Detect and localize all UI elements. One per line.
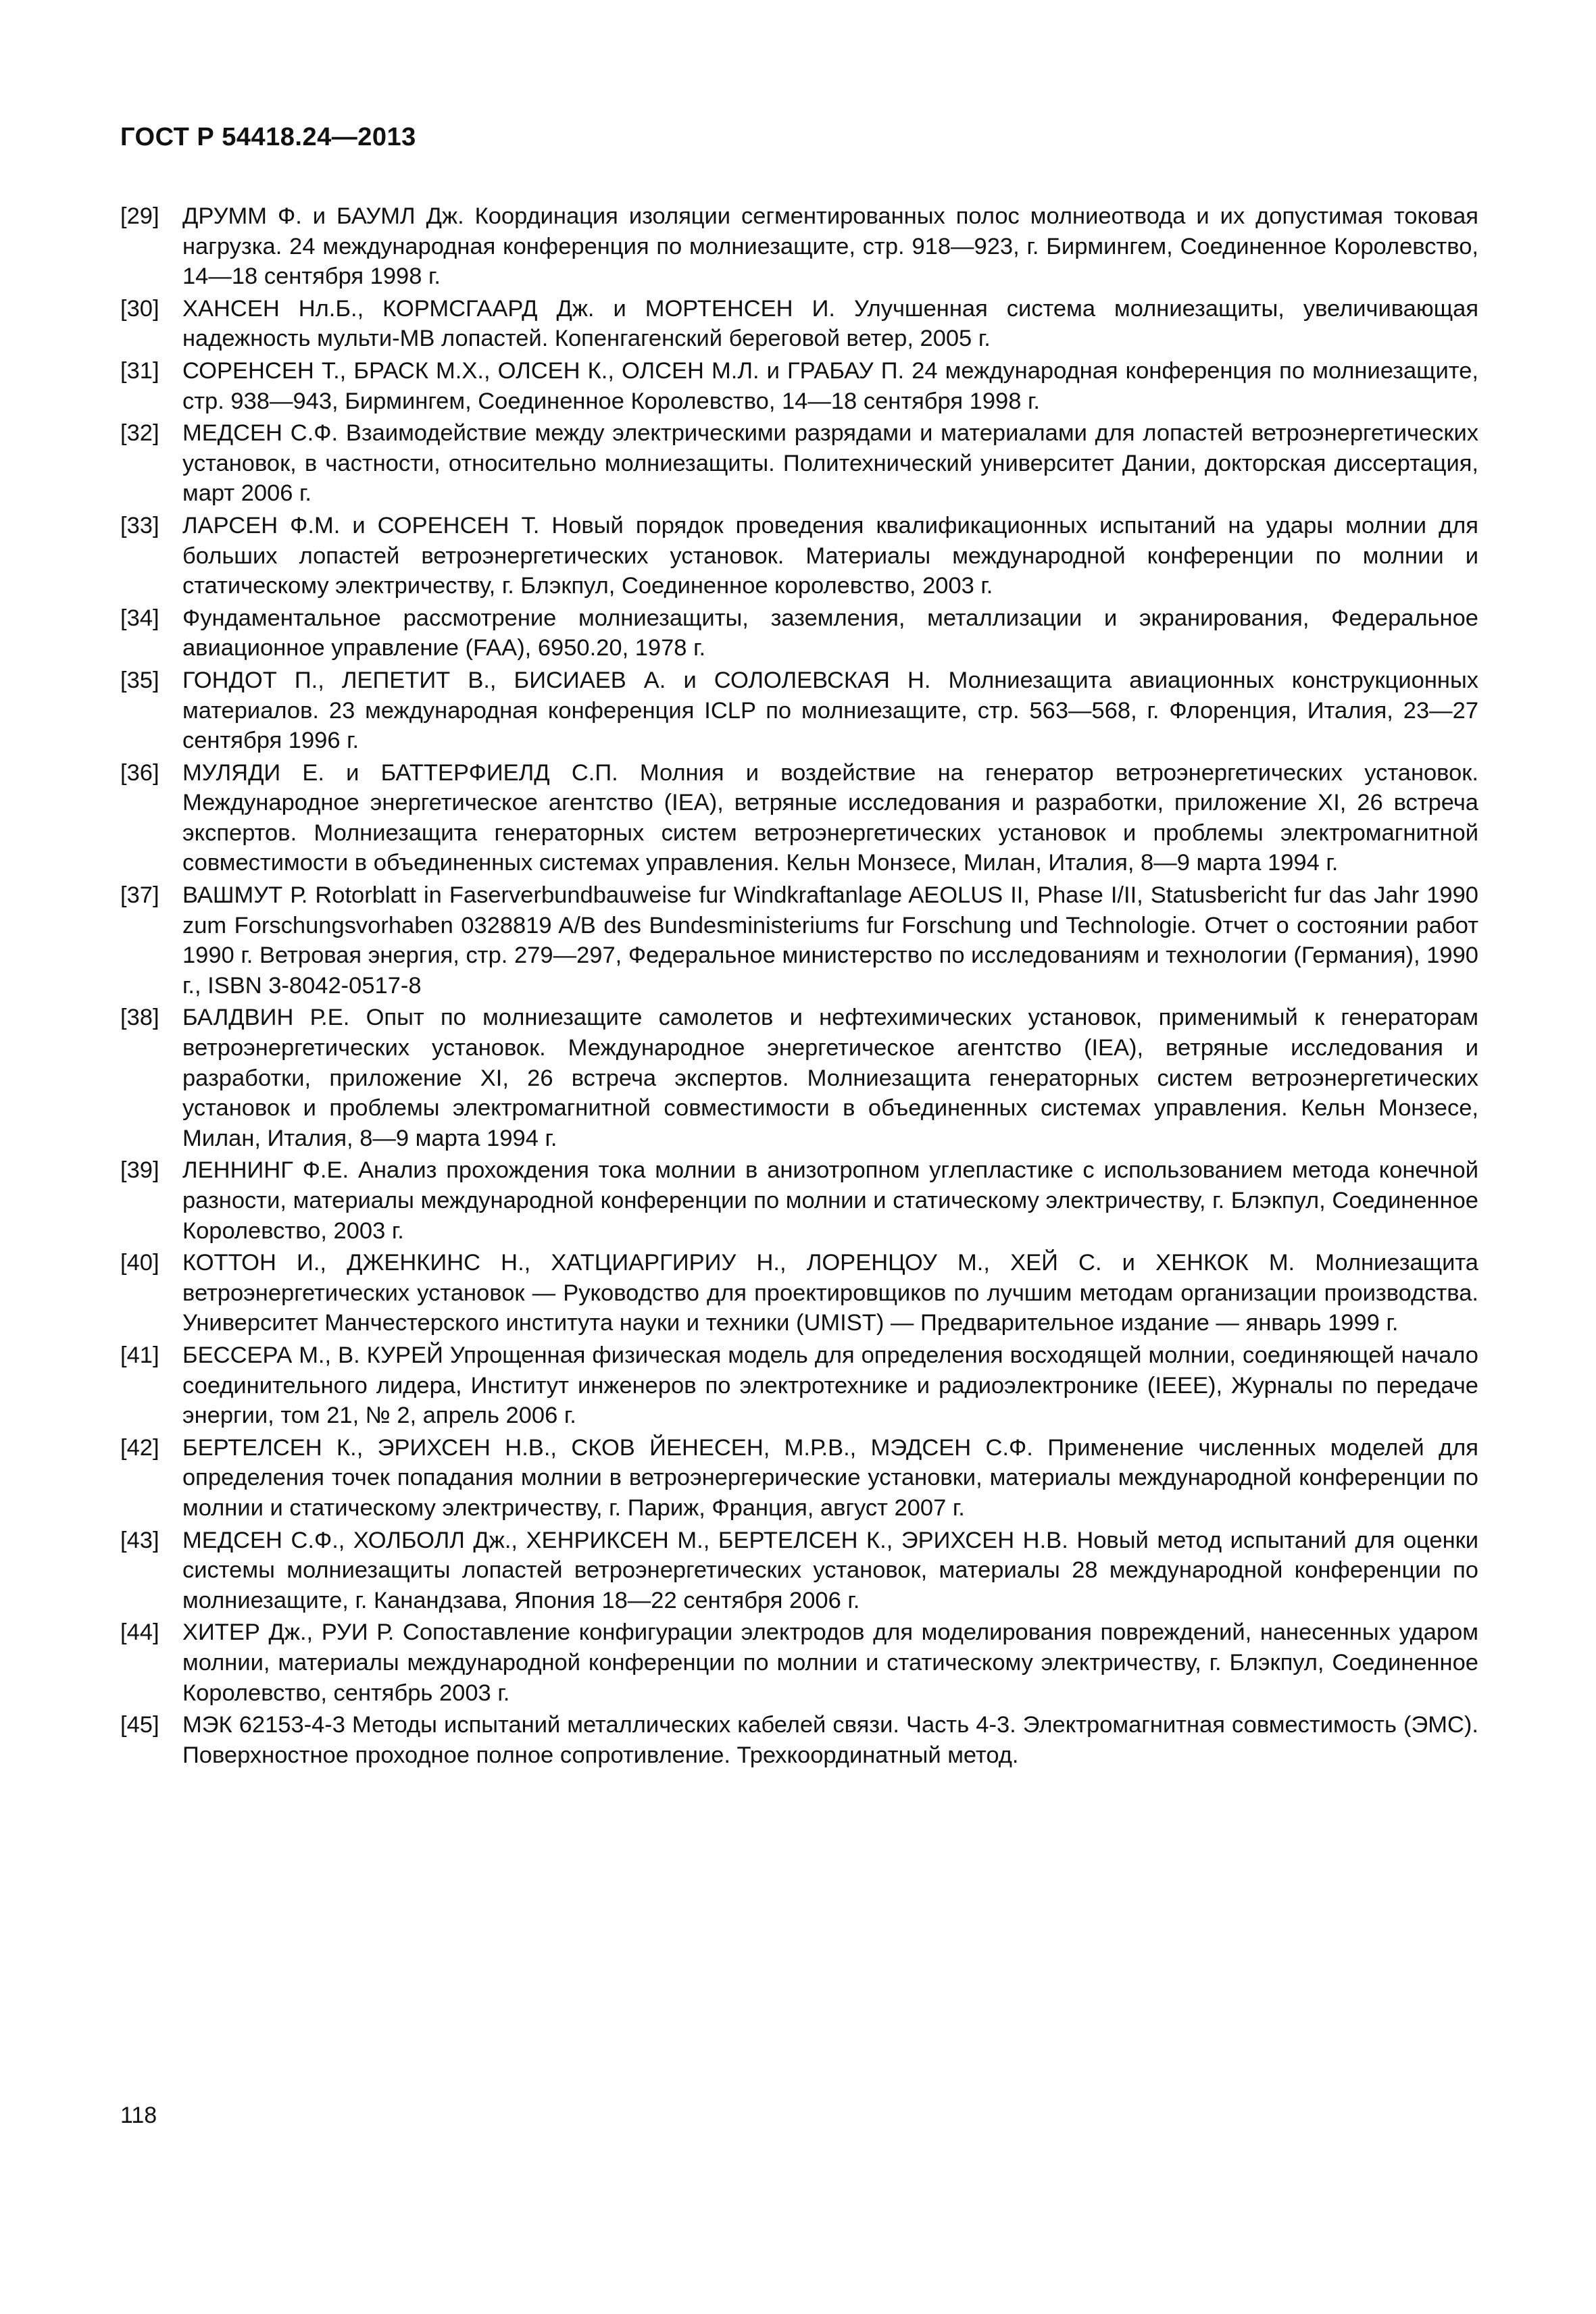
reference-number: [35] [120, 667, 159, 693]
reference-item [120, 758, 1478, 878]
reference-number: [36] [120, 759, 159, 786]
reference-text: КОТТОН И., ДЖЕНКИНС Н., ХАТЦИАРГИРИУ Н., ЛОРЕНЦОУ М., ХЕЙ С. и ХЕНКОК М. Молниезащита ветроэнергетических установок — Руководство для проектировщиков по лучшим методам организации производства. Университет Манчестерского института науки и техники (UMIST) — Предварительное издание — январь 1999 г. [182, 1250, 1478, 1336]
document-header: ГОСТ Р 54418.24—2013 [120, 123, 416, 151]
reference-text: БАЛДВИН Р.Е. Опыт по молниезащите самолетов и нефтехимических установок, применимый к генераторам ветроэнергетических установок. Международное энергетическое агентство (IEA), ветряные исследования и разработки, приложение XI, 26 встреча экспертов. Молниезащита генераторных систем ветроэнергетических установок и проблемы электромагнитной совместимости в объединенных системах управления. Кельн Монзесе, Милан, Италия, 8—9 марта 1994 г. [182, 1005, 1478, 1151]
reference-list [120, 201, 1478, 1772]
reference-number: [39] [120, 1157, 159, 1184]
reference-text: СОРЕНСЕН Т., БРАСК М.Х., ОЛСЕН К., ОЛСЕН М.Л. и ГРАБАУ П. 24 международная конференция по молниезащите, стр. 938—943, Бирмингем, Соединенное Королевство, 14—18 сентября 1998 г. [182, 357, 1478, 414]
reference-text: МЭК 62153-4-3 Методы испытаний металлических кабелей связи. Часть 4-3. Электромагнитная совместимость (ЭМС). Поверхностное проходное полное сопротивление. Трехкоординатный метод. [182, 1712, 1478, 1768]
reference-number: [43] [120, 1527, 159, 1553]
reference-text: БЕРТЕЛСЕН К., ЭРИХСЕН Н.В., СКОВ ЙЕНЕСЕН, М.Р.В., МЭДСЕН С.Ф. Применение численных моделей для определения точек попадания молнии в ветроэнергерические установки, материалы международной конференции по молнии и статическому электричеству, г. Париж, Франция, август 2007 г. [182, 1434, 1478, 1521]
reference-item [120, 511, 1478, 601]
reference-item [120, 201, 1478, 292]
page-number: 118 [120, 2103, 157, 2128]
reference-number: [38] [120, 1005, 159, 1031]
reference-text: ВАШМУТ Р. Rotorblatt in Faserverbundbauweise fur Windkraftanlage AEOLUS II, Phase I/II, Statusbericht fur das Jahr 1990 zum Forschungsvorhaben 0328819 A/B des Bundesministeriums fur Forschung und Technologie. Отчет о состоянии работ 1990 г. Ветровая энергия, стр. 279—297, Федеральное министерство по исследованиям и технологии (Германия), 1990 г., ISBN 3-8042-0517-8 [182, 882, 1478, 999]
reference-number: [29] [120, 203, 159, 229]
reference-item [120, 356, 1478, 416]
reference-text: МЕДСЕН С.Ф., ХОЛБОЛЛ Дж., ХЕНРИКСЕН М., БЕРТЕЛСЕН К., ЭРИХСЕН Н.В. Новый метод испытаний для оценки системы молниезащиты лопастей ветроэнергетических установок, материалы 28 международной конференции по молниезащите, г. Канандзава, Япония 18—22 сентября 2006 г. [182, 1527, 1478, 1613]
reference-text: БЕССЕРА М., В. КУРЕЙ Упрощенная физическая модель для определения восходящей молнии, соединяющей начало соединительного лидера, Институт инженеров по электротехнике и радиоэлектронике (IEEE), Журналы по передаче энергии, том 21, № 2, апрель 2006 г. [182, 1342, 1478, 1429]
reference-number: [45] [120, 1712, 159, 1738]
reference-text: ЛАРСЕН Ф.М. и СОРЕНСЕН Т. Новый порядок проведения квалификационных испытаний на удары молнии для больших лопастей ветроэнергетических установок. Материалы международной конференции по молнии и статическому электричеству, г. Блэкпул, Соединенное королевство, 2003 г. [182, 512, 1478, 599]
reference-item [120, 294, 1478, 354]
reference-number: [37] [120, 882, 159, 909]
reference-text: Фундаментальное рассмотрение молниезащиты, заземления, металлизации и экранирования, Федеральное авиационное управление (FAA), 6950.20, 1978 г. [182, 605, 1478, 661]
reference-number: [31] [120, 357, 159, 384]
reference-item [120, 1526, 1478, 1616]
reference-text: ДРУММ Ф. и БАУМЛ Дж. Координация изоляции сегментированных полос молниеотвода и их допустимая токовая нагрузка. 24 международная конференция по молниезащите, стр. 918—923, г. Бирмингем, Соединенное Королевство, 14—18 сентября 1998 г. [182, 203, 1478, 290]
reference-number: [41] [120, 1342, 159, 1368]
reference-text: ХИТЕР Дж., РУИ Р. Сопоставление конфигурации электродов для моделирования повреждений, нанесенных ударом молнии, материалы международной конференции по молнии и статическому электричеству, г. Блэкпул, Соединенное Королевство, сентябрь 2003 г. [182, 1619, 1478, 1706]
reference-text: ГОНДОТ П., ЛЕПЕТИТ В., БИСИАЕВ А. и СОЛОЛЕВСКАЯ Н. Молниезащита авиационных конструкционных материалов. 23 международная конференция ICLP по молниезащите, стр. 563—568, г. Флоренция, Италия, 23—27 сентября 1996 г. [182, 667, 1478, 754]
reference-item [120, 1155, 1478, 1246]
reference-number: [40] [120, 1250, 159, 1276]
reference-text: МЕДСЕН С.Ф. Взаимодействие между электрическими разрядами и материалами для лопастей ветроэнергетических установок, в частности, относительно молниезащиты. Политехнический университет Дании, докторская диссертация, март 2006 г. [182, 420, 1478, 507]
reference-item [120, 1248, 1478, 1338]
reference-item [120, 603, 1478, 663]
reference-item [120, 418, 1478, 509]
reference-item [120, 880, 1478, 1001]
reference-number: [34] [120, 605, 159, 631]
reference-item [120, 665, 1478, 756]
reference-number: [33] [120, 512, 159, 538]
reference-text: ЛЕННИНГ Ф.Е. Анализ прохождения тока молнии в анизотропном углепластике с использованием метода конечной разности, материалы международной конференции по молнии и статическому электричеству, г. Блэкпул, Соединенное Королевство, 2003 г. [182, 1157, 1478, 1244]
reference-number: [32] [120, 420, 159, 447]
reference-number: [44] [120, 1619, 159, 1646]
reference-item [120, 1340, 1478, 1431]
reference-number: [42] [120, 1434, 159, 1461]
reference-item [120, 1003, 1478, 1153]
reference-text: ХАНСЕН Нл.Б., КОРМСГААРД Дж. и МОРТЕНСЕН И. Улучшенная система молниезащиты, увеличивающая надежность мульти-МВ лопастей. Копенгагенский береговой ветер, 2005 г. [182, 295, 1478, 352]
reference-item [120, 1710, 1478, 1770]
reference-item [120, 1617, 1478, 1708]
reference-number: [30] [120, 295, 159, 322]
reference-text: МУЛЯДИ Е. и БАТТЕРФИЕЛД С.П. Молния и воздействие на генератор ветроэнергетических установок. Международное энергетическое агентство (IEA), ветряные исследования и разработки, приложение XI, 26 встреча экспертов. Молниезащита генераторных систем ветроэнергетических установок и проблемы электромагнитной совместимости в объединенных системах управления. Кельн Монзесе, Милан, Италия, 8—9 марта 1994 г. [182, 759, 1478, 876]
reference-item [120, 1433, 1478, 1524]
